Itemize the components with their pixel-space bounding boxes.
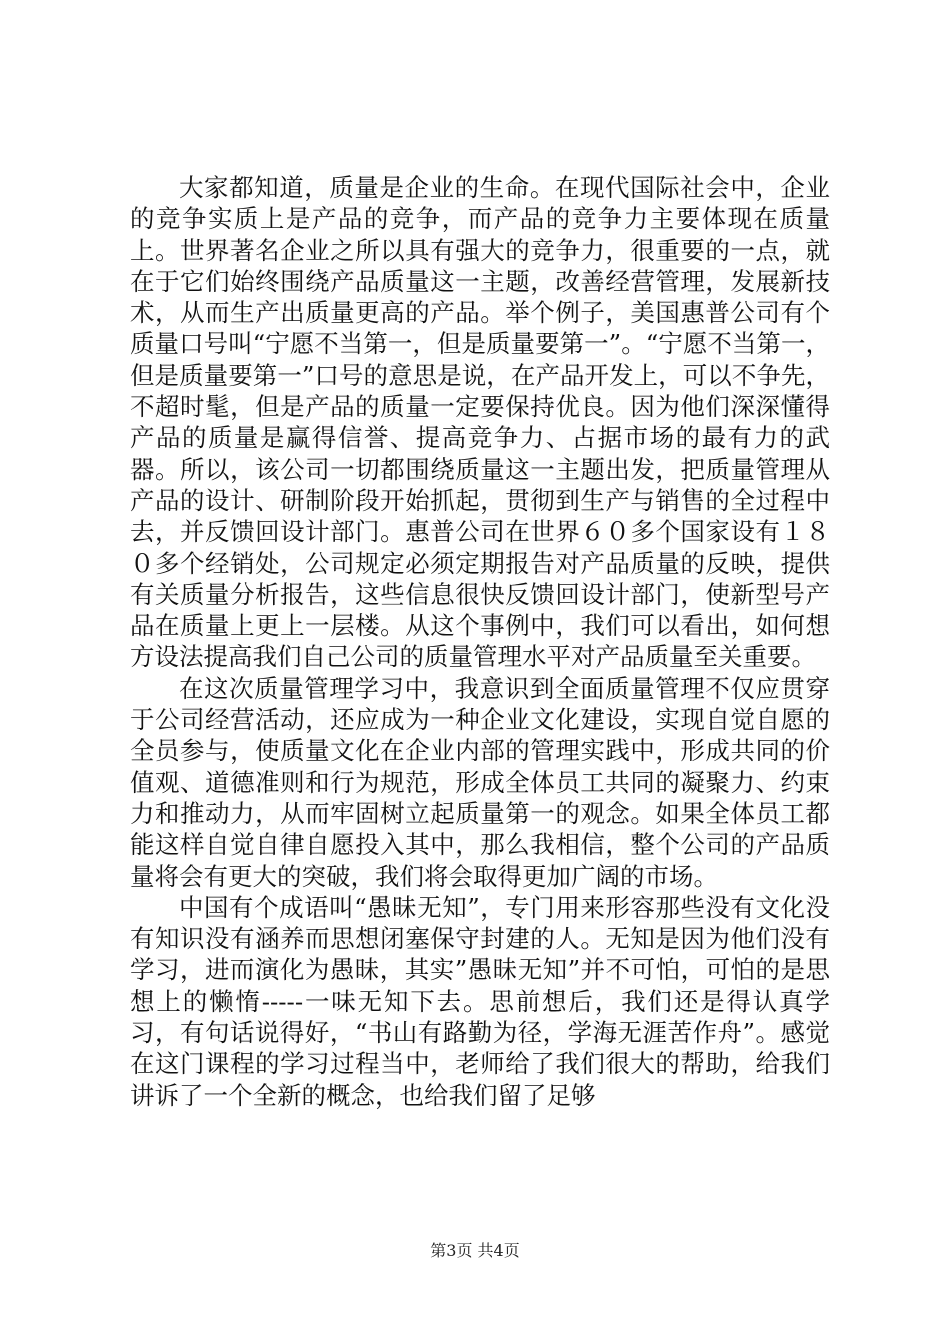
page-number-footer: 第3页 共4页 xyxy=(430,1241,520,1260)
paragraph-quality-management-study: 在这次质量管理学习中，我意识到全面质量管理不仅应贯穿于公司经营活动，还应成为一种企业文化建设，实现自觉自愿的全员参与，使质量文化在企业内部的管理实践中，形成共同的价值观、道德准则和行为规范，形成全体员工共同的凝聚力、约束力和推动力，从而牢固树立起质量第一的观念。如果全体员工都能这样自觉自律自愿投入其中，那么我相信，整个公司的产品质量将会有更大的突破，我们将会取得更加广阔的市场。 xyxy=(130,673,830,891)
paragraph-quality-importance: 大家都知道，质量是企业的生命。在现代国际社会中，企业的竞争实质上是产品的竞争，而产品的竞争力主要体现在质量上。世界著名企业之所以具有强大的竞争力，很重要的一点，就在于它们始终围绕产品质量这一主题，改善经营管理，发展新技术，从而生产出质量更高的产品。举个例子，美国惠普公司有个质量口号叫“宁愿不当第一，但是质量要第一”。“宁愿不当第一，但是质量要第一”口号的意思是说，在产品开发上，可以不争先，不超时髦，但是产品的质量一定要保持优良。因为他们深深懂得产品的质量是赢得信誉、提高竞争力、占据市场的最有力的武器。所以，该公司一切都围绕质量这一主题出发，把质量管理从产品的设计、研制阶段开始抓起，贯彻到生产与销售的全过程中去，并反馈回设计部门。惠普公司在世界６０多个国家设有１８０多个经销处，公司规定必须定期报告对产品质量的反映，提供有关质量分析报告，这些信息很快反馈回设计部门，使新型号产品在质量上更上一层楼。从这个事例中，我们可以看出，如何想方设法提高我们自己公司的质量管理水平对产品质量至关重要。 xyxy=(130,173,830,672)
paragraph-learning-reflection: 中国有个成语叫“愚昧无知”，专门用来形容那些没有文化没有知识没有涵养而思想闭塞保守封建的人。无知是因为他们没有学习，进而演化为愚昧，其实”愚昧无知”并不可怕，可怕的是思想上的懒惰-----一味无知下去。思前想后，我们还是得认真学习，有句话说得好，“书山有路勤为径，学海无涯苦作舟”。感觉在这门课程的学习过程当中，老师给了我们很大的帮助，给我们讲诉了一个全新的概念，也给我们留了足够 xyxy=(130,892,830,1110)
document-body xyxy=(130,172,830,1111)
